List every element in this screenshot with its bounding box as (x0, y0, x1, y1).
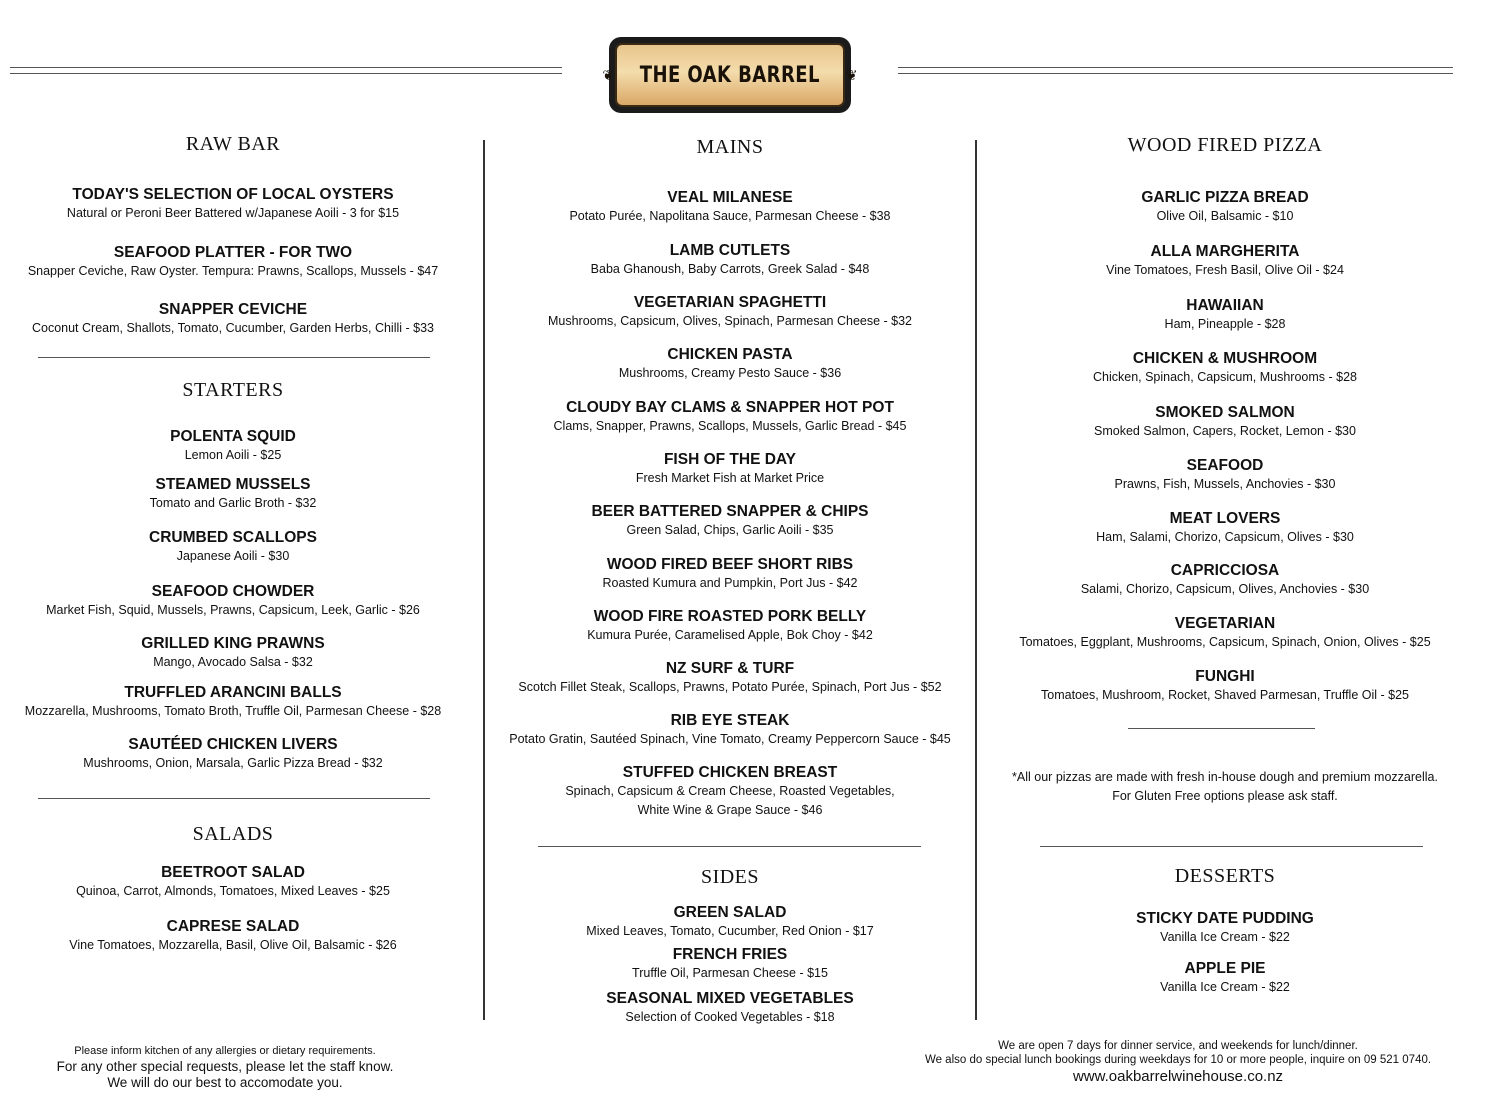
menu-item (490, 763, 970, 820)
menu-item (990, 349, 1460, 387)
menu-item (0, 735, 466, 773)
item-name: SEAFOOD PLATTER - FOR TWO (113, 244, 353, 261)
menu-item (490, 188, 970, 226)
section-divider (38, 357, 430, 358)
menu-item (0, 185, 466, 223)
section-divider (538, 846, 921, 847)
column-divider-right (975, 140, 977, 1020)
item-description: Mango, Avocado Salsa - $32 (153, 655, 313, 669)
item-name: SAUTÉED CHICKEN LIVERS (128, 736, 338, 753)
menu-item (990, 667, 1460, 705)
item-description: Tomatoes, Eggplant, Mushrooms, Capsicum, Spinach, Onion, Olives - $25 (1019, 635, 1431, 649)
item-name: LAMB CUTLETS (669, 242, 791, 259)
column-divider-left (483, 140, 485, 1020)
section-title-desserts: DESSERTS (1174, 865, 1276, 887)
footer-requests-line: For any other special requests, please let the staff know. (56, 1059, 394, 1074)
menu-item (0, 917, 466, 955)
footer-accomodate-line: We will do our best to accomodate you. (107, 1075, 343, 1090)
item-description: Potato Gratin, Sautéed Spinach, Vine Tomato, Creamy Peppercorn Sauce - $45 (509, 732, 951, 746)
menu-item (490, 555, 970, 593)
menu-item (990, 242, 1460, 280)
item-name: TRUFFLED ARANCINI BALLS (124, 684, 342, 701)
menu-item (990, 614, 1460, 652)
item-description: Tomato and Garlic Broth - $32 (149, 496, 317, 510)
item-description: Natural or Peroni Beer Battered w/Japanese Aoili - 3 for $15 (66, 206, 400, 220)
item-name: STEAMED MUSSELS (155, 476, 311, 493)
item-name: FISH OF THE DAY (663, 451, 797, 468)
item-name: GARLIC PIZZA BREAD (1141, 189, 1309, 206)
menu-item (490, 607, 970, 645)
menu-item (490, 398, 970, 436)
item-description: Prawns, Fish, Mussels, Anchovies - $30 (1114, 477, 1336, 491)
menu-item (490, 450, 970, 488)
item-description: Vine Tomatoes, Fresh Basil, Olive Oil - $24 (1106, 263, 1344, 277)
footer-allergy-line: Please inform kitchen of any allergies or dietary requirements. (74, 1045, 376, 1057)
menu-item (990, 959, 1460, 997)
menu-item (490, 241, 970, 279)
menu-item (0, 683, 466, 721)
item-name: STICKY DATE PUDDING (1136, 910, 1314, 927)
section-title-wood-fired-pizza: WOOD FIRED PIZZA (1127, 134, 1323, 156)
item-name: FUNGHI (1195, 668, 1255, 685)
section-divider (1128, 728, 1315, 729)
item-description: Potato Purée, Napolitana Sauce, Parmesan Cheese - $38 (569, 209, 891, 223)
item-name: MEAT LOVERS (1169, 510, 1281, 527)
item-description: Spinach, Capsicum & Cream Cheese, Roasted Vegetables, (565, 784, 895, 798)
item-name: STUFFED CHICKEN BREAST (622, 764, 838, 781)
item-name: CAPRESE SALAD (166, 918, 300, 935)
section-title-raw-bar: RAW BAR (185, 133, 281, 155)
item-name: ALLA MARGHERITA (1150, 243, 1300, 260)
menu-item (990, 509, 1460, 547)
item-name: CAPRICCIOSA (1170, 562, 1280, 579)
item-description: Coconut Cream, Shallots, Tomato, Cucumber, Garden Herbs, Chilli - $33 (31, 321, 435, 335)
item-description: Fresh Market Fish at Market Price (635, 471, 825, 485)
section-title-starters: STARTERS (182, 379, 284, 401)
section-title-sides: SIDES (700, 866, 760, 888)
item-description: Scotch Fillet Steak, Scallops, Prawns, Potato Purée, Spinach, Port Jus - $52 (518, 680, 942, 694)
section-divider (38, 798, 430, 799)
item-description: Chicken, Spinach, Capsicum, Mushrooms - $28 (1092, 370, 1357, 384)
menu-item (990, 561, 1460, 599)
menu-item (990, 188, 1460, 226)
footer-hours-line: We are open 7 days for dinner service, and weekends for lunch/dinner. (998, 1040, 1358, 1052)
menu-item (0, 475, 466, 513)
item-description: Olive Oil, Balsamic - $10 (1156, 209, 1294, 223)
item-name: CHICKEN PASTA (667, 346, 793, 363)
item-name: NZ SURF & TURF (665, 660, 795, 677)
section-title-salads: SALADS (192, 823, 274, 845)
item-description: Smoked Salmon, Capers, Rocket, Lemon - $30 (1094, 424, 1356, 438)
menu-item (490, 293, 970, 331)
item-name: CRUMBED SCALLOPS (149, 529, 317, 546)
menu-item (990, 403, 1460, 441)
menu-item (0, 528, 466, 566)
menu-item (0, 300, 466, 338)
item-description: Mixed Leaves, Tomato, Cucumber, Red Onion - $17 (586, 924, 874, 938)
item-name: BEER BATTERED SNAPPER & CHIPS (591, 503, 869, 520)
item-description: Mushrooms, Capsicum, Olives, Spinach, Parmesan Cheese - $32 (547, 314, 913, 328)
item-description: Kumura Purée, Caramelised Apple, Bok Choy - $42 (587, 628, 873, 642)
item-description: Selection of Cooked Vegetables - $18 (625, 1010, 835, 1024)
footer-left (20, 1044, 430, 1091)
left-column (0, 0, 466, 1118)
middle-column (490, 0, 970, 1118)
item-description: Vine Tomatoes, Mozzarella, Basil, Olive Oil, Balsamic - $26 (69, 938, 397, 952)
menu-item (990, 456, 1460, 494)
item-description: Mozzarella, Mushrooms, Tomato Broth, Truffle Oil, Parmesan Cheese - $28 (24, 704, 442, 718)
item-name: SEAFOOD (1186, 457, 1264, 474)
item-description: Roasted Kumura and Pumpkin, Port Jus - $42 (602, 576, 858, 590)
item-name: CLOUDY BAY CLAMS & SNAPPER HOT POT (566, 399, 894, 416)
item-description: White Wine & Grape Sauce - $46 (637, 803, 823, 817)
right-column (990, 0, 1460, 1118)
pizza-note (990, 768, 1460, 806)
footer-bookings-line: We also do special lunch bookings during weekdays for 10 or more people, inquire on 09 521 0740. (924, 1054, 1432, 1066)
item-description: Market Fish, Squid, Mussels, Prawns, Capsicum, Leek, Garlic - $26 (46, 603, 420, 617)
menu-item (490, 989, 970, 1027)
item-description: Baba Ghanoush, Baby Carrots, Greek Salad - $48 (590, 262, 870, 276)
menu-item (0, 427, 466, 465)
item-name: SMOKED SALMON (1155, 404, 1295, 421)
menu-item (0, 634, 466, 672)
item-name: CHICKEN & MUSHROOM (1132, 350, 1318, 367)
pizza-note-line: *All our pizzas are made with fresh in-house dough and premium mozzarella. (1012, 770, 1438, 784)
item-name: SEASONAL MIXED VEGETABLES (606, 990, 854, 1007)
item-name: TODAY'S SELECTION OF LOCAL OYSTERS (72, 186, 394, 203)
item-name: GREEN SALAD (673, 904, 787, 921)
footer-right (900, 1039, 1456, 1087)
pizza-note-line: For Gluten Free options please ask staff. (1112, 789, 1338, 803)
item-name: VEAL MILANESE (667, 189, 793, 206)
footer-website-link[interactable]: www.oakbarrelwinehouse.co.nz (1072, 1068, 1284, 1085)
item-name: WOOD FIRED BEEF SHORT RIBS (606, 556, 854, 573)
menu-item (0, 863, 466, 901)
menu-item (490, 659, 970, 697)
item-description: Japanese Aoili - $30 (176, 549, 290, 563)
item-description: Truffle Oil, Parmesan Cheese - $15 (632, 966, 828, 980)
item-description: Mushrooms, Onion, Marsala, Garlic Pizza Bread - $32 (83, 756, 383, 770)
menu-item (990, 909, 1460, 947)
item-description: Clams, Snapper, Prawns, Scallops, Mussels, Garlic Bread - $45 (553, 419, 907, 433)
menu-item (490, 711, 970, 749)
item-description: Ham, Pineapple - $28 (1164, 317, 1286, 331)
menu-item (990, 296, 1460, 334)
item-name: BEETROOT SALAD (161, 864, 305, 881)
grape-vine-icon: ❦ (845, 66, 858, 83)
item-description: Lemon Aoili - $25 (184, 448, 282, 462)
logo-text: THE OAK BARREL (639, 62, 821, 88)
menu-item (490, 903, 970, 941)
item-name: VEGETARIAN (1174, 615, 1276, 632)
item-description: Tomatoes, Mushroom, Rocket, Shaved Parmesan, Truffle Oil - $25 (1041, 688, 1409, 702)
section-divider (1040, 846, 1423, 847)
item-description: Green Salad, Chips, Garlic Aoili - $35 (626, 523, 834, 537)
menu-item (490, 345, 970, 383)
menu-item (0, 582, 466, 620)
item-name: SNAPPER CEVICHE (158, 301, 308, 318)
item-name: SEAFOOD CHOWDER (151, 583, 315, 600)
item-description: Quinoa, Carrot, Almonds, Tomatoes, Mixed Leaves - $25 (76, 884, 390, 898)
item-name: POLENTA SQUID (170, 428, 296, 445)
item-description: Vanilla Ice Cream - $22 (1160, 930, 1290, 944)
section-title-mains: MAINS (696, 136, 764, 158)
item-name: HAWAIIAN (1186, 297, 1264, 314)
item-name: WOOD FIRE ROASTED PORK BELLY (593, 608, 867, 625)
item-name: RIB EYE STEAK (670, 712, 790, 729)
item-description: Salami, Chorizo, Capsicum, Olives, Anchovies - $30 (1080, 582, 1370, 596)
grape-vine-icon: ❦ (602, 66, 615, 83)
item-name: FRENCH FRIES (672, 946, 788, 963)
item-name: GRILLED KING PRAWNS (141, 635, 325, 652)
item-name: APPLE PIE (1184, 960, 1266, 977)
menu-item (490, 945, 970, 983)
item-description: Snapper Ceviche, Raw Oyster. Tempura: Prawns, Scallops, Mussels - $47 (27, 264, 439, 278)
menu-item (490, 502, 970, 540)
item-description: Ham, Salami, Chorizo, Capsicum, Olives - $30 (1096, 530, 1354, 544)
item-description: Mushrooms, Creamy Pesto Sauce - $36 (618, 366, 842, 380)
item-name: VEGETARIAN SPAGHETTI (633, 294, 827, 311)
menu-item (0, 243, 466, 281)
item-description: Vanilla Ice Cream - $22 (1160, 980, 1290, 994)
